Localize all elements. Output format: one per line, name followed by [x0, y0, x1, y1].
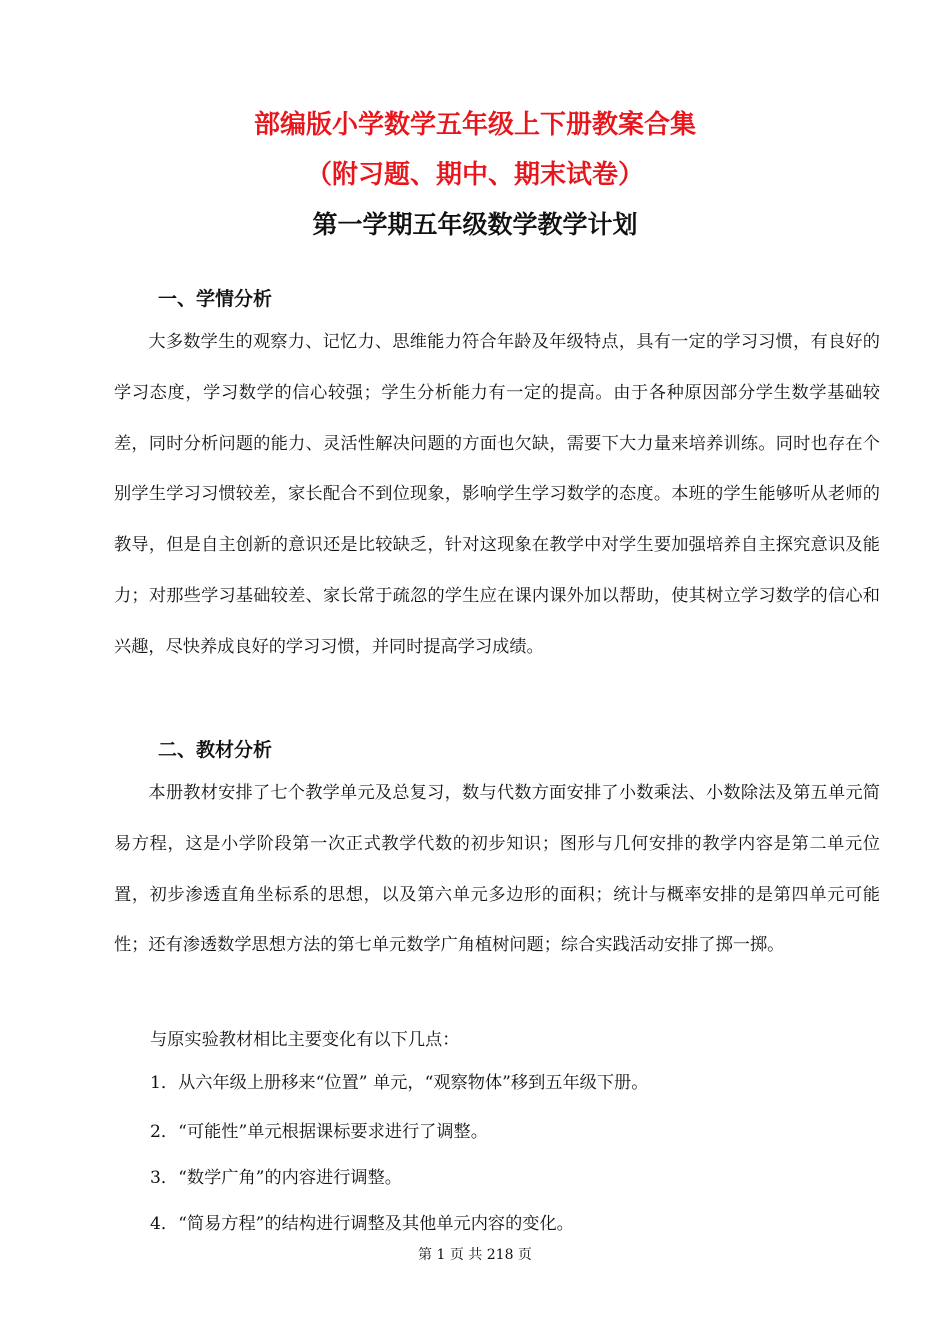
list-item: 4．“简易方程”的结构进行调整及其他单元内容的变化。 — [150, 1214, 574, 1234]
section-paragraph-student-analysis: 大多数学生的观察力、记忆力、思维能力符合年龄及年级特点，具有一定的学习习惯，有良好的学习态度，学习数学的信心较强；学生分析能力有一定的提高。由于各种原因部分学生数学基础较差，同时分析问题的能力、灵活性解决问题的方面也欠缺，需要下大力量来培养训练。同时也存在个别学生学习习惯较差，家长配合不到位现象，影响学生学习数学的态度。本班的学生能够听从老师的教导，但是自主创新的意识还是比较缺乏，针对这现象在教学中对学生要加强培养自主探究意识及能力；对那些学习基础较差、家长常于疏忽的学生应在课内课外加以帮助，使其树立学习数学的信心和兴趣，尽快养成良好的学习习惯，并同时提高学习成绩。 — [114, 332, 880, 657]
list-item: 1．从六年级上册移来“位置” 单元，“观察物体”移到五年级下册。 — [150, 1073, 649, 1093]
section-heading-student-analysis: 一、学情分析 — [158, 288, 273, 310]
page-number: 第 1 页 共 218 页 — [418, 1247, 532, 1263]
section-heading-textbook-analysis: 二、教材分析 — [158, 739, 273, 761]
section-paragraph-textbook-analysis: 本册教材安排了七个教学单元及总复习，数与代数方面安排了小数乘法、小数除法及第五单元简易方程，这是小学阶段第一次正式教学代数的初步知识；图形与几何安排的教学内容是第二单元位置，初步渗透直角坐标系的思想，以及第六单元多边形的面积；统计与概率安排的是第四单元可能性；还有渗透数学思想方法的第七单元数学广角植树问题；综合实践活动安排了掷一掷。 — [114, 783, 880, 956]
list-item: 3．“数学广角”的内容进行调整。 — [150, 1168, 402, 1188]
changes-intro: 与原实验教材相比主要变化有以下几点： — [150, 1030, 460, 1050]
document-title-note: （附习题、期中、期末试卷） — [305, 160, 644, 190]
document-title: 部编版小学数学五年级上下册教案合集 — [253, 110, 696, 140]
plan-title: 第一学期五年级数学教学计划 — [312, 210, 638, 239]
list-item: 2．“可能性”单元根据课标要求进行了调整。 — [150, 1122, 488, 1142]
